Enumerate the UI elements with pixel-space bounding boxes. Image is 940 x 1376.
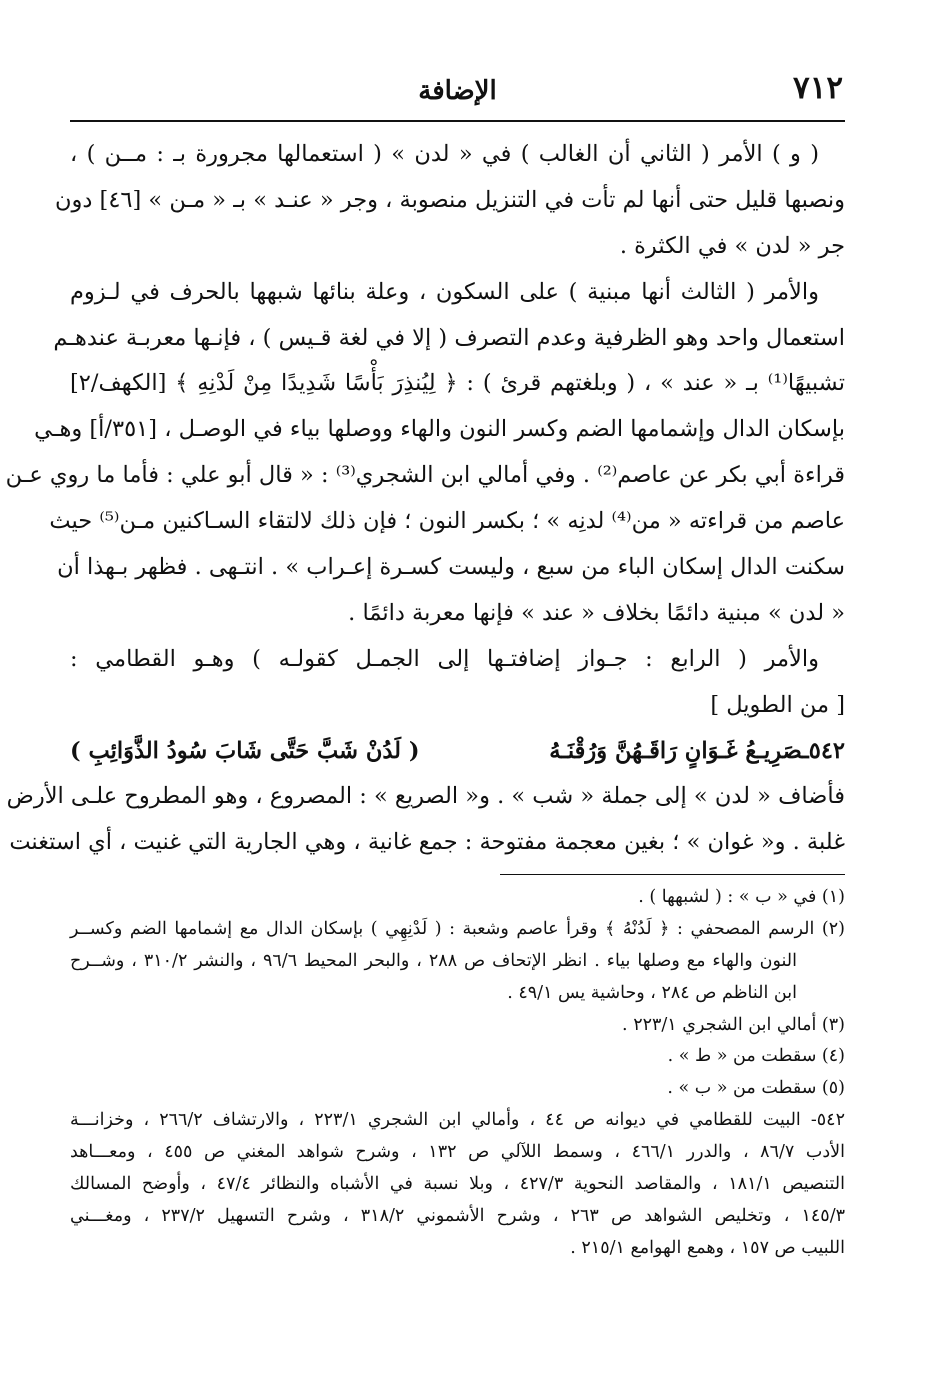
footnote-line: الأدب ٨٦/٧ ، والدرر ٤٦٦/١ ، وسمط اللآلي ص ١٣٢ ، وشرح شواهد المغني ص ٤٥٥ ، ومعـــاهد	[70, 1142, 845, 1163]
footnote-line: النون والهاء مع وصلها بياء . انظر الإتحاف ص ٢٨٨ ، والبحر المحيط ٩٦/٦ ، والنشر ٣١٠/٢ ، وشــرح	[70, 950, 798, 971]
book-page	[5, 0, 845, 1376]
text-line: تشبيهًا⁽¹⁾ بـ « عند » ، ( وبلغتهم قرئ ) : ﴿ لِيُنذِرَ بَأْسًا شَدِيدًا مِنْ لَدْنِهِ ﴾ [الكهف/٢]	[70, 370, 845, 397]
text-line: ( و ) الأمر ( الثاني أن الغالب ) في « لدن » ( استعمالها مجرورة بـ : مــن ) ،	[70, 141, 819, 167]
verse-second-hemistich: ( لَدُنْ شَبَّ حَتَّى شَابَ سُودُ الذَّوَائِبِ )	[70, 737, 420, 764]
text-line: غلبة . و« غوان » ؛ بغين معجمة مفتوحة : جمع غانية ، وهي الجارية التي غنيت ، أي استغنت	[9, 829, 845, 856]
text-line: والأمر ( الرابع : جـواز إضافتـها إلى الجمـل كقولـه ) وهـو القطامي :	[70, 645, 819, 672]
text-line: عاصم من قراءته « من⁽⁴⁾ لدنِه » ؛ بكسر النون ؛ فإن ذلك لالتقاء السـاكنين مـن⁽⁵⁾ حيث	[49, 508, 845, 535]
text-line: والأمر ( الثالث أنها مبنية ) على السكون ، وعلة بنائها شبهها بالحرف في لـزوم	[70, 278, 819, 305]
footnotes	[70, 882, 845, 1265]
header-rule	[70, 120, 845, 122]
text-line: جر « لدن » في الكثرة .	[619, 232, 845, 259]
footnote-line: (١) في « ب » : ( لشبهها ) .	[638, 887, 845, 907]
text-line: استعمال واحد وهو الظرفية وعدم التصرف ( إلا في لغة قـيس ) ، فإنـها معربـة عندهـم	[53, 324, 845, 351]
footnote-line: ١٤٥/٣ ، وتخليص الشواهد ص ٢٦٣ ، وشرح الأشموني ٣١٨/٢ ، وشرح التسهيل ٢٣٧/٢ ، ومغـــني	[70, 1205, 845, 1226]
footnote-line: (٢) الرسم المصحفي : ﴿ لَدُنْهُ ﴾ وقرأ عاصم وشعبة : ( لَدْنِهِي ) بإسكان الدال مع إشمامها الضم وكســر	[70, 918, 845, 939]
footnote-rule	[500, 874, 845, 875]
text-line: « لدن » مبنية دائمًا بخلاف « عند » فإنها معربة دائمًا .	[348, 599, 845, 626]
page-number: ٧١٢	[793, 70, 843, 106]
meter-label: [ من الطويل ]	[710, 691, 845, 718]
text-line: بإسكان الدال وإشمامها الضم وكسر النون والهاء ووصلها بياء في الوصـل ، [٣٥١/أ] وهـي	[34, 416, 845, 443]
footnote-line: (٣) أمالي ابن الشجري ٢٢٣/١ .	[622, 1014, 845, 1035]
verse-first-half	[549, 729, 845, 775]
text-line: قراءة أبي بكر عن عاصم⁽²⁾ . وفي أمالي ابن الشجري⁽³⁾ : « قال أبو علي : فأما ما روي عـن	[5, 462, 845, 489]
footnote-line: ٥٤٢- البيت للقطامي في ديوانه ص ٤٤ ، وأمالي ابن الشجري ٢٢٣/١ ، والارتشاف ٢٦٦/٢ ، وخزانـــة	[70, 1110, 845, 1131]
main-text	[5, 132, 845, 866]
footnote-line: التنصيص ١٨١/١ ، والمقاصد النحوية ٤٢٧/٣ ، وبلا نسبة في الأشباه والنظائر ٤٧/٤ ، وأوضح المسالك	[70, 1174, 845, 1195]
text-line: سكنت الدال إسكان الباء من سبع ، وليست كسـرة إعـراب » . انتـهى . فظهر بـهذا أن	[57, 554, 845, 581]
running-title: الإضافة	[418, 76, 497, 106]
verse-542	[70, 729, 845, 775]
text-line: فأضاف « لدن » إلى جملة « شب » . و« الصريع » : المصروع ، وهو المطروح علـى الأرض	[6, 783, 845, 810]
footnote-line: (٤) سقطت من « ط » .	[667, 1046, 845, 1067]
page-header	[70, 66, 845, 116]
footnote-line: ابن الناظم ص ٢٨٤ ، وحاشية يس ٤٩/١ .	[507, 982, 797, 1003]
footnote-line: اللبيب ص ١٥٧ ، وهمع الهوامع ٢١٥/١ .	[570, 1237, 845, 1258]
verse-number: ٥٤٢ـ	[802, 737, 845, 764]
verse-first-hemistich: صَرِيـعُ غَـوَانٍ رَاقَـهُنَّ وَرُقْنَـهُ	[549, 737, 803, 764]
text-line: ونصبها قليل حتى أنها لم تأت في التنزيل منصوبة ، وجر « عنـد » بـ « مـن » [٤٦] دون	[54, 186, 845, 213]
footnote-line: (٥) سقطت من « ب » .	[667, 1078, 845, 1099]
